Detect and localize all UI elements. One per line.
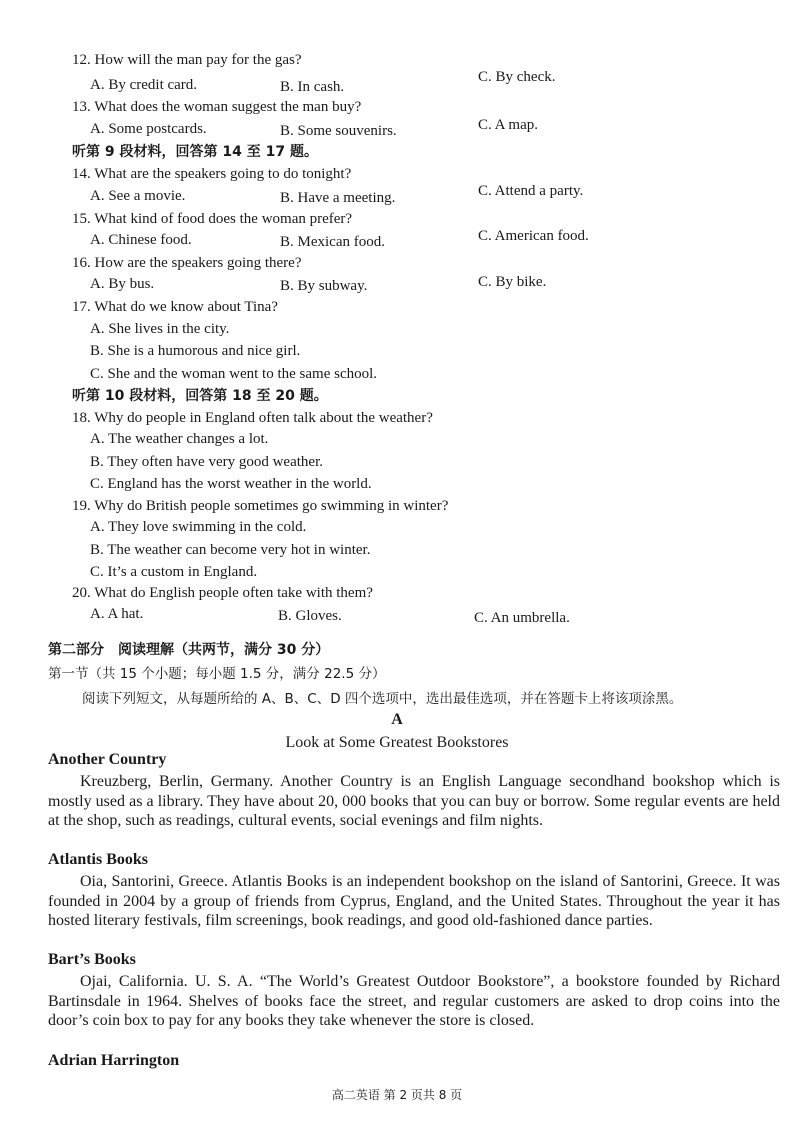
question-13: 13. What does the woman suggest the man buy?	[72, 99, 362, 115]
question-12: 12. How will the man pay for the gas?	[72, 52, 302, 68]
q18-option-b: B. They often have very good weather.	[90, 454, 323, 470]
passage-letter: A	[391, 711, 403, 728]
q19-option-c: C. It’s a custom in England.	[90, 564, 258, 580]
reading-instruction: 阅读下列短文，从每题所给的 A、B、C、D 四个选项中，选出最佳选项，并在答题卡上将该项涂黑。	[82, 691, 683, 707]
q17-option-a: A. She lives in the city.	[90, 321, 230, 337]
q15-option-c: C. American food.	[478, 228, 589, 244]
q15-option-b: B. Mexican food.	[280, 234, 385, 250]
q20-option-c: C. An umbrella.	[474, 610, 570, 626]
store-heading-adrian-harrington: Adrian Harrington	[48, 1052, 180, 1069]
q15-option-a: A. Chinese food.	[90, 232, 192, 248]
q12-option-a: A. By credit card.	[90, 77, 198, 93]
store-heading-another-country: Another Country	[48, 751, 167, 768]
q17-option-c: C. She and the woman went to the same school.	[90, 366, 378, 382]
q14-option-a: A. See a movie.	[90, 188, 186, 204]
store-text-atlantis-books	[48, 872, 780, 931]
section-one-heading: 第一节（共 15 个小题；每小题 1.5 分，满分 22.5 分）	[48, 666, 386, 682]
question-20: 20. What do English people often take with them?	[72, 585, 373, 601]
section-9-heading: 听第 9 段材料，回答第 14 至 17 题。	[72, 144, 318, 160]
store-paragraph: Ojai, California. U. S. A. “The World’s Greatest Outdoor Bookstore”, a bookstore founded by Richard Bartinsdale in 1964. Shelves of books face the street, and regular customers are asked to drop coins into the door’s coin box to pay for any books they take whenever the store is closed.	[48, 973, 780, 1029]
store-text-barts-books	[48, 972, 780, 1031]
store-paragraph: Kreuzberg, Berlin, Germany. Another Country is an English Language secondhand bookshop which is mostly used as a library. They have about 20, 000 books that you can buy or borrow. Some regular events are held at the shop, such as readings, cultural events, social evenings and film nights.	[48, 773, 780, 829]
q14-option-c: C. Attend a party.	[478, 183, 584, 199]
question-15: 15. What kind of food does the woman prefer?	[72, 211, 353, 227]
q16-option-a: A. By bus.	[90, 276, 155, 292]
q13-option-a: A. Some postcards.	[90, 121, 207, 137]
q14-option-b: B. Have a meeting.	[280, 190, 396, 206]
store-heading-barts-books: Bart’s Books	[48, 951, 136, 968]
q13-option-b: B. Some souvenirs.	[280, 123, 397, 139]
question-14: 14. What are the speakers going to do tonight?	[72, 166, 352, 182]
q13-option-c: C. A map.	[478, 117, 539, 133]
store-text-another-country	[48, 772, 780, 831]
q19-option-b: B. The weather can become very hot in winter.	[90, 542, 371, 558]
question-16: 16. How are the speakers going there?	[72, 255, 302, 271]
page-footer: 高二英语 第 2 页共 8 页	[331, 1088, 463, 1102]
q18-option-c: C. England has the worst weather in the world.	[90, 476, 372, 492]
q12-option-c: C. By check.	[478, 69, 556, 85]
q18-option-a: A. The weather changes a lot.	[90, 431, 269, 447]
passage-title: Look at Some Greatest Bookstores	[285, 734, 509, 751]
q19-option-a: A. They love swimming in the cold.	[90, 519, 307, 535]
question-17: 17. What do we know about Tina?	[72, 299, 278, 315]
part-two-heading: 第二部分 阅读理解（共两节，满分 30 分）	[48, 642, 330, 658]
store-paragraph: Oia, Santorini, Greece. Atlantis Books is an independent bookshop on the island of Santorini, Greece. It was founded in 2004 by a group of friends from Cyprus, England, and the United States. Throughout the year it has hosted literary festivals, film screenings, book readings, and good old-fashioned dance parties.	[48, 873, 780, 929]
q16-option-c: C. By bike.	[478, 274, 547, 290]
store-heading-atlantis-books: Atlantis Books	[48, 851, 149, 868]
q12-option-b: B. In cash.	[280, 79, 345, 95]
q17-option-b: B. She is a humorous and nice girl.	[90, 343, 301, 359]
q20-option-b: B. Gloves.	[278, 608, 342, 624]
q16-option-b: B. By subway.	[280, 278, 368, 294]
question-19: 19. Why do British people sometimes go swimming in winter?	[72, 498, 449, 514]
q20-option-a: A. A hat.	[90, 606, 144, 622]
section-10-heading: 听第 10 段材料，回答第 18 至 20 题。	[72, 388, 328, 404]
question-18: 18. Why do people in England often talk about the weather?	[72, 410, 433, 426]
